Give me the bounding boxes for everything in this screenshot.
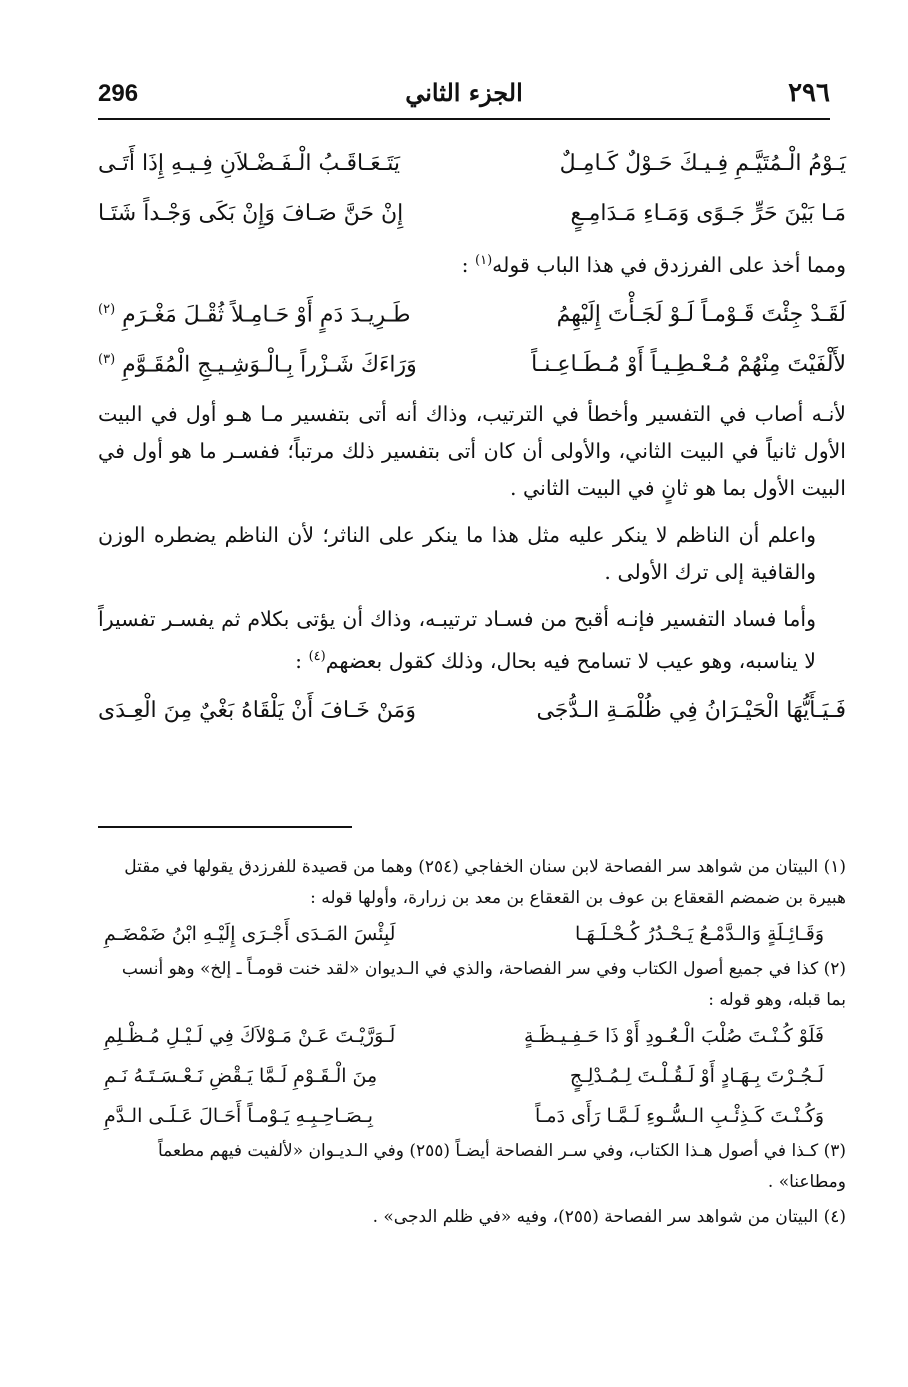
footnote-text: كذا في جميع أصول الكتاب وفي سر الفصاحة، والذي في الـديوان «لقد خنت قومـاً ـ إلخ» وهو أنسب بما قبله، وهو قوله : [121, 959, 846, 1010]
verse-hemistich-second: مِنَ الْـقَـوْمِ لَـمَّا يَـقْضِ نَـعْـسَـتَـهُ نَـمِ [104, 1065, 378, 1087]
verse-hemistich-second: بِـصَـاحِـبِـهِ يَـوْمـاً أَحَـالَ عَـلَـى الـدَّمِ [104, 1105, 373, 1127]
footnote-1 [98, 852, 846, 914]
verse-hemistich-second: إِنْ حَنَّ صَـافَ وَإِنْ بَكَى وَجْـداً شَتَـا [98, 200, 404, 226]
page-number-latin: 296 [98, 80, 139, 107]
paragraph: وأما فساد التفسير فإنـه أقبح من فسـاد ترتيبـه، وذاك أن يؤتى بكلام ثم يفسـر تفسيراً لا يناسبه، وهو عيب لا تسامح فيه بحال، وذلك كقول بعضهم$^{(٤)}$ : [98, 606, 816, 673]
footnote-verse [98, 1016, 846, 1056]
footnote-text: البيتان من شواهد سر الفصاحة لابن سنان الخفاجي (٢٥٤) وهما من قصيدة للفرزدق يقولها في مقتل هبيرة بن ضمضم القعقاع بن عوف بن القعقاع بن معد بن زرارة، وأولها قوله : [124, 857, 846, 908]
footnote-ref: (٤) [308, 648, 326, 664]
footnote-2 [98, 954, 846, 1016]
verse-hemistich-second: يَتَـعَـاقَـبُ الْـفَـضْـلاَنِ فِـيـهِ إِذَا أَتَـى [98, 150, 401, 176]
paragraph: لأنـه أصاب في التفسير وأخطأ في الترتيب، وذاك أنه أتى بتفسير مـا هـو أول في البيت الأول ثانياً في البيت الثاني، والأولى أن كان أتى بتفسير ذلك مرتباً؛ ففسـر ما هو أول في البيت الأول بما هو ثانٍ في البيت الثاني . [98, 401, 846, 500]
verse-hemistich-first: مَـا بَيْنَ حَرٍّ جَـوًى وَمَـاءِ مَـدَامِـعٍ [570, 200, 846, 226]
verse-line [98, 686, 846, 736]
verse-hemistich-first: فَلَوْ كُـنْـتَ صُلْبَ الْـعُـودِ أَوْ ذَا حَـفِـيـظَـةٍ [523, 1025, 824, 1047]
verse-hemistich-first: لَـجُـرْتَ بِـهَـادٍ أَوْ لَـقُـلْـتَ لِـمُـدْلِـجٍ [569, 1065, 824, 1087]
footnote-verse [98, 1096, 846, 1136]
verse-hemistich-second: لَـوَرَّيْـتَ عَـنْ مَـوْلاَكَ فِي لَـيْـلِ مُـظْـلِمِ [104, 1025, 396, 1047]
page-number-arabic: ٢٩٦ [788, 78, 830, 108]
verse-hemistich-first: لَقَـدْ جِئْتَ قَـوْمـاً لَـوْ لَجَـأْتَ إِلَيْهِمُ [556, 302, 846, 328]
footnote-ref: (١) [475, 253, 493, 268]
main-text [98, 138, 846, 736]
footnote-number: (٤) [823, 1207, 846, 1227]
footnote-number: (٣) [823, 1141, 846, 1161]
footnotes [98, 852, 846, 1233]
verse-hemistich-second: طَـرِيـدَ دَمٍ أَوْ حَـامِـلاً ثُقْـلَ مَغْـرَمِ $^{(٢)}$ [98, 302, 411, 328]
verse-hemistich-second: وَمَنْ خَـافَ أَنْ يَلْقَاهُ بَغْيٌ مِنَ الْعِـدَى [98, 698, 416, 724]
paragraph: واعلم أن الناظم لا ينكر عليه مثل هذا ما ينكر على الناثر؛ لأن الناظم يضطره الوزن والقافية إلى ترك الأولى . [98, 522, 816, 584]
verse-hemistich-second: وَرَاءَكَ شَـزْراً بِـالْـوَشِـيـجِ الْمُقَـوَّمِ $^{(٣)}$ [98, 352, 417, 378]
verse-hemistich-first: وَكُـنْـتَ كَـذِئْـبِ الـسُّـوءِ لَـمَّـا رَأَى دَمـاً [535, 1105, 824, 1127]
footnote-number: (٢) [823, 959, 846, 979]
verse-hemistich-second: لَبِئْسَ المَـدَى أَجْـرَى إِلَيْـهِ ابْنُ ضَمْضَـمِ [104, 923, 396, 945]
footnote-ref: (٣) [98, 352, 116, 368]
footnote-separator [98, 826, 352, 828]
footnote-ref: (٢) [98, 302, 116, 318]
footnote-verse [98, 914, 846, 954]
verse-hemistich-first: فَـيَـأَيُّهَا الْحَيْـرَانُ فِي ظُلْمَـةِ الـدُّجَى [536, 698, 846, 724]
intro-line: ومما أخذ على الفرزدق في هذا الباب قوله$^{(١)}$ : [461, 252, 846, 277]
footnote-number: (١) [823, 857, 846, 877]
footnote-text: البيتان من شواهد سر الفصاحة (٢٥٥)، وفيه «في ظلم الدجى» . [372, 1207, 819, 1227]
verse-line [98, 188, 846, 238]
footnote-3 [98, 1136, 846, 1198]
verse-hemistich-first: وَقَـائِـلَةٍ وَالـدَّمْـعُ يَـحْـدُرُ كُـحْـلَـهَـا [575, 923, 824, 945]
footnote-text: كـذا في أصول هـذا الكتاب، وفي سـر الفصاحة أيضـاً (٢٥٥) وفي الـديـوان «لألفيت فيهم مطعماً ومطاعنا» . [157, 1141, 846, 1192]
verse-line [98, 290, 846, 340]
footnote-verse [98, 1056, 846, 1096]
footnote-4 [98, 1202, 846, 1233]
verse-line [98, 138, 846, 188]
verse-hemistich-first: لأَلْفَيْتَ مِنْهُمْ مُـعْـطِـيـاً أَوْ مُـطَـاعِـنـاً [531, 352, 846, 378]
verse-line [98, 340, 846, 390]
verse-hemistich-first: يَـوْمُ الْـمُتَيَّـمِ فِـيـكَ حَـوْلٌ كَـامِـلٌ [559, 150, 846, 176]
running-title: الجزء الثاني [405, 78, 523, 107]
page-header [98, 78, 830, 120]
